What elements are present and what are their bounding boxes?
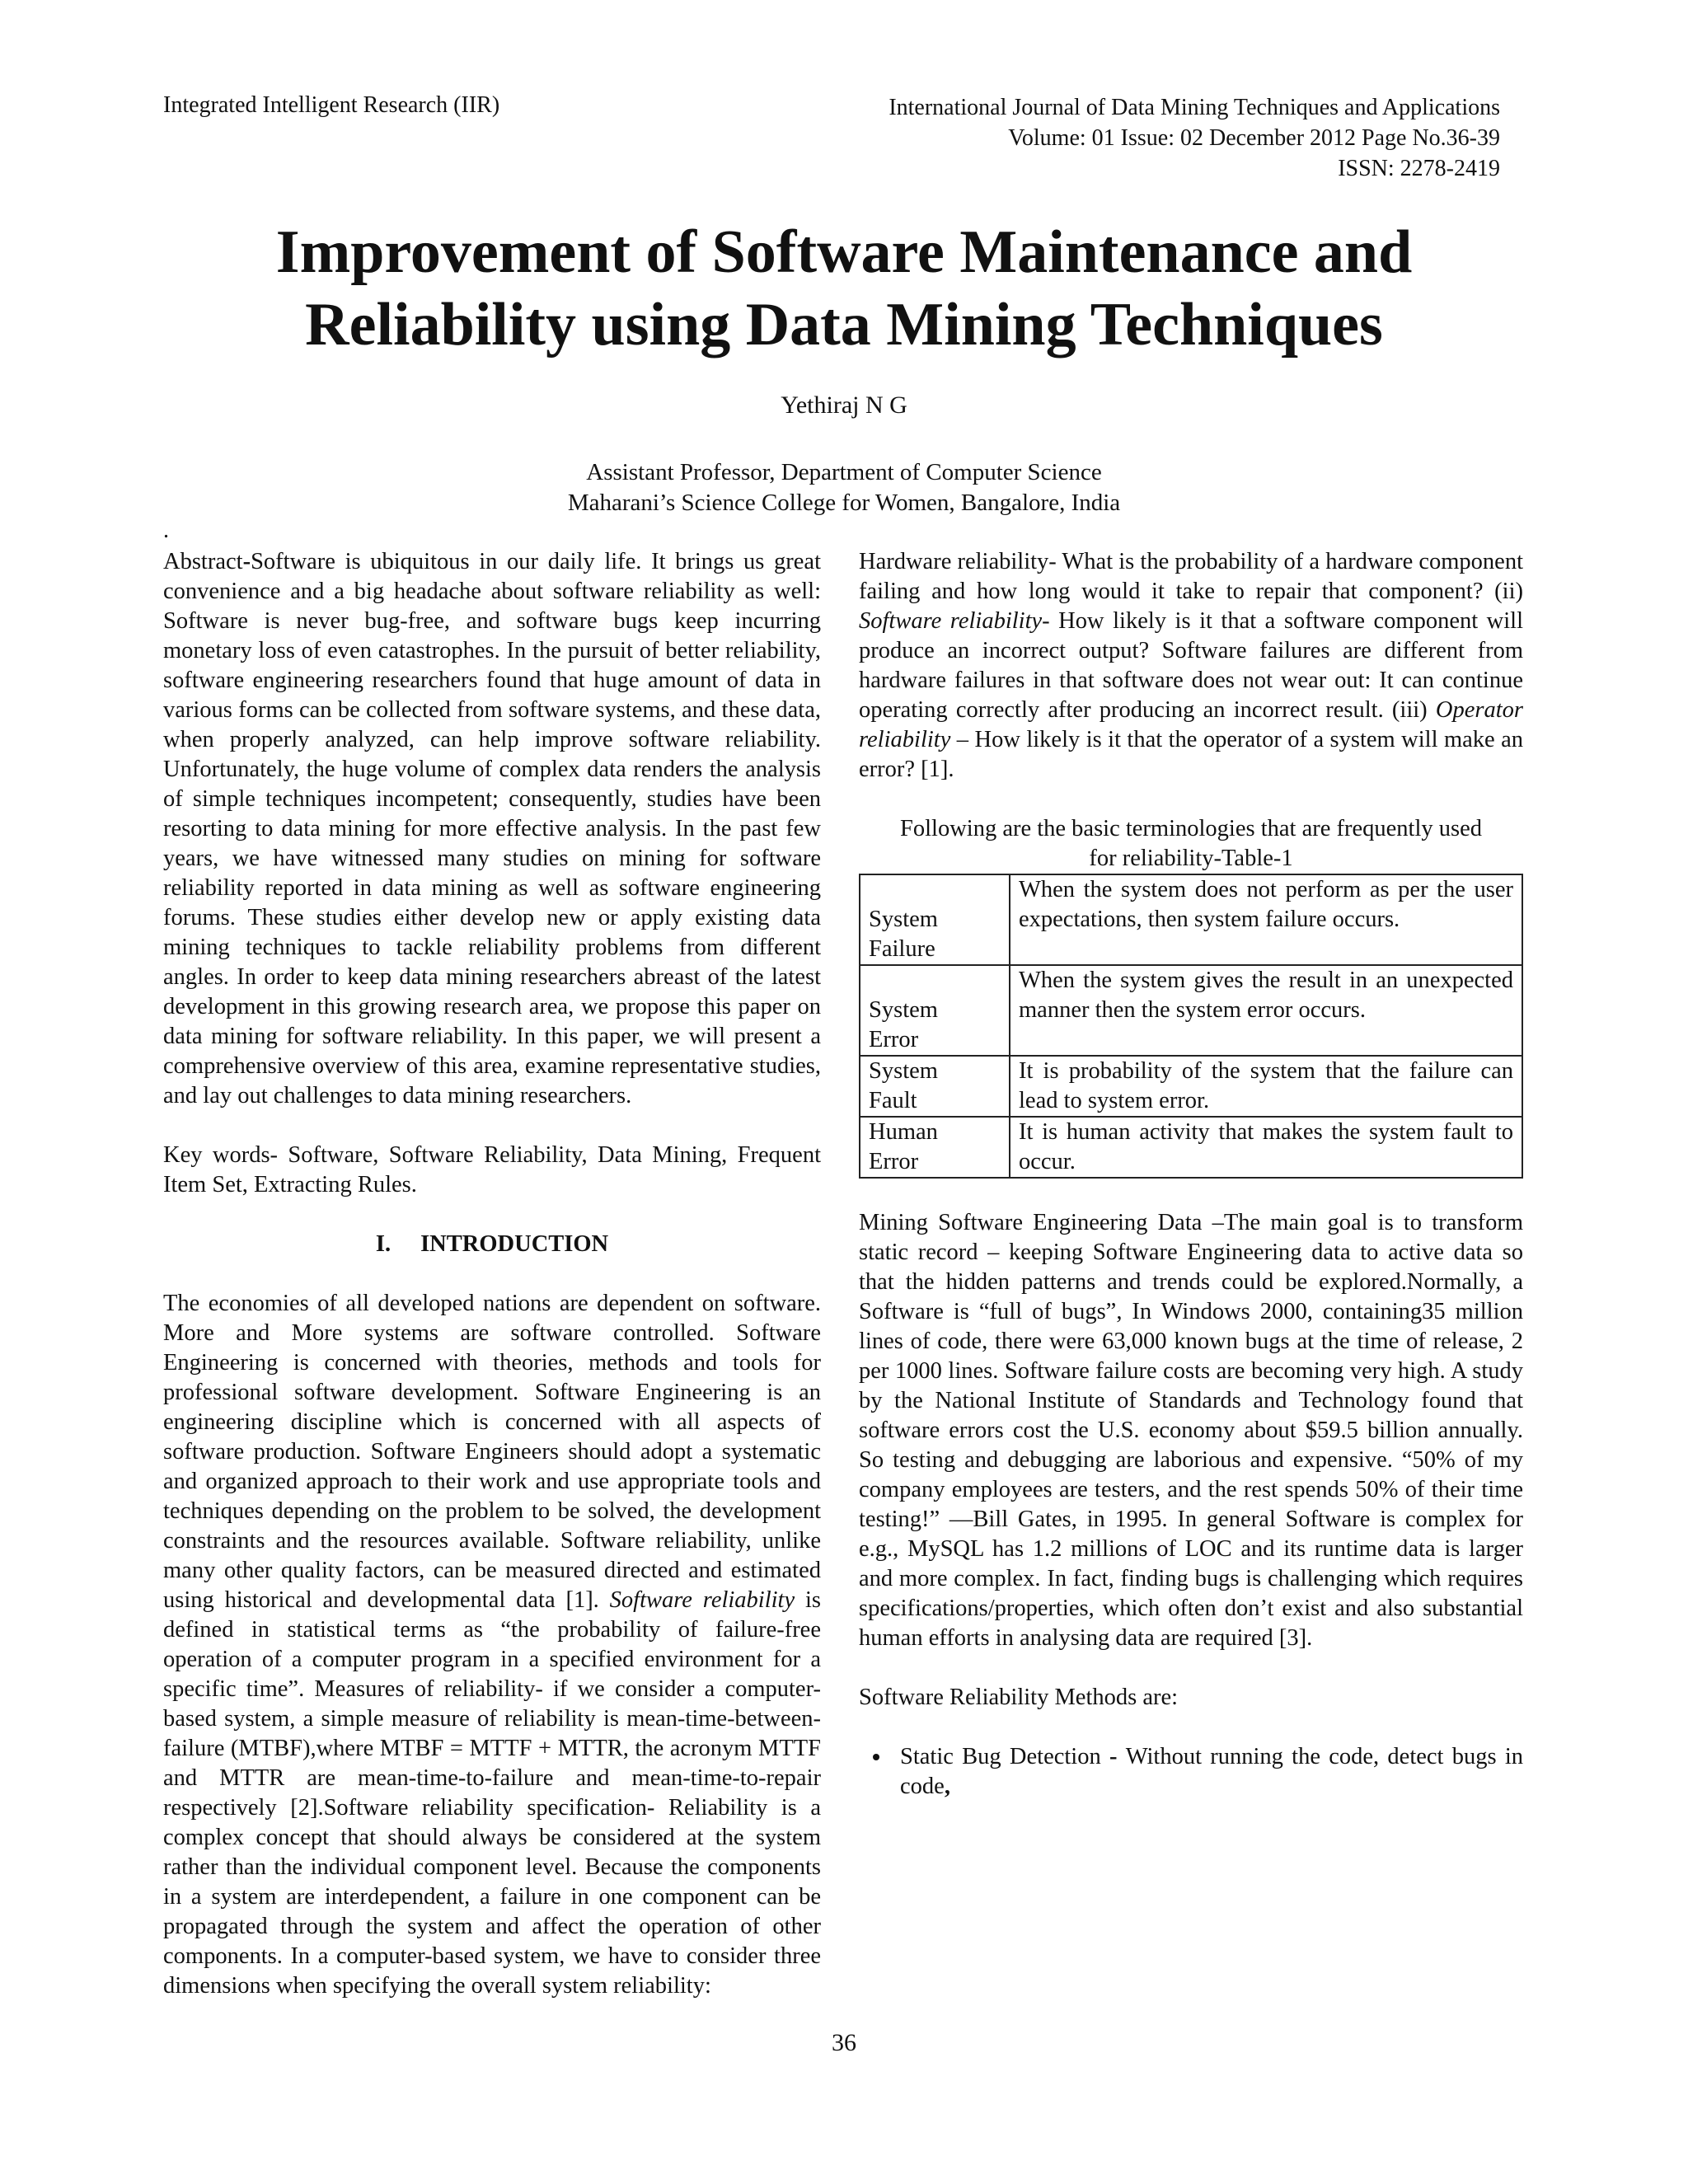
header-publisher: Integrated Intelligent Research (IIR) (163, 92, 500, 118)
section-title: INTRODUCTION (420, 1231, 609, 1257)
table-row (860, 874, 1522, 965)
term-word-1: System (869, 1058, 938, 1084)
table-cell-term (860, 1056, 1010, 1117)
page-number: 36 (832, 2029, 856, 2056)
section-number: I. (375, 1231, 392, 1257)
method-name: Static Bug Detection (900, 1744, 1101, 1769)
table-cell-term (860, 1117, 1010, 1178)
term-word-2: Failure (869, 936, 935, 962)
mining-paragraph: Mining Software Engineering Data –The main goal is to transform static record – keeping Software Engineering data to active data so that the hidden patterns and trends could be explored.Normally, a Software is “full of bugs”, In Windows 2000, containing35 million lines of code, there were 63,000 known bugs at the time of release, 2 per 1000 lines. Software failure costs are becoming very high. A study by the National Institute of Standards and Technology found that software errors cost the U.S. economy about $59.5 billion annually. So testing and debugging are laborious and expensive. “50% of my company employees are testers, and the rest spends 50% of their time testing!” —Bill Gates, in 1995. In general Software is complex for e.g., MySQL has 1.2 millions of LOC and its runtime data is larger and more complex. In fact, finding bugs is challenging which requires specifications/properties, which often don’t exist and also substantial human efforts in analysing data are required [3]. (859, 1210, 1523, 1651)
introduction-paragraph (163, 1289, 821, 2001)
method-description: Without running the code, detect bugs in code (900, 1744, 1523, 1799)
affiliation-line-1: Assistant Professor, Department of Computer Science (586, 459, 1102, 485)
intro-text-part-1: The economies of all developed nations are dependent on software. More and More systems are software controlled. Software Engineering is concerned with theories, methods and tools for professional software development. Software Engineering is an engineering discipline which is concerned with all aspects of software production. Software Engineers should adopt a systematic and organized approach to their work and use appropriate tools and techniques depending on the problem to be solved, the development constraints and the resources available. Software reliability, unlike many other quality factors, can be measured directed and estimated using historical and developmental data [1]. (163, 1291, 821, 1613)
hardware-reliability-text: Hardware reliability- What is the probability of a hardware component failing and how long would it take to repair that component? (ii) (859, 549, 1523, 604)
methods-intro: Software Reliability Methods are: (859, 1685, 1179, 1710)
abstract-label: Abstract (163, 549, 243, 574)
table-caption (859, 814, 1523, 874)
software-reliability-term: Software reliability (859, 608, 1043, 634)
term-word-2: Fault (869, 1088, 917, 1113)
method-separator: - (1100, 1744, 1126, 1769)
header-journal-info (889, 92, 1500, 184)
header-journal-name: International Journal of Data Mining Techniques and Applications (889, 95, 1500, 120)
intro-term-software-reliability: Software reliability (609, 1587, 795, 1613)
abstract-paragraph (163, 547, 821, 1111)
methods-list (859, 1742, 1523, 1802)
software-reliability-text: - How likely is it that a software component will produce an incorrect output? Software failures are different from hardware failures in that software does not wear out: It can continue operating correctly after producing an incorrect result. (iii) (859, 608, 1524, 723)
table-cell-definition: When the system does not perform as per the user expectations, then system failure occurs. (1010, 874, 1522, 965)
reliability-dimensions-paragraph (859, 547, 1523, 785)
table-cell-definition: When the system gives the result in an unexpected manner then the system error occurs. (1010, 965, 1522, 1056)
term-word-2: Error (869, 1149, 919, 1174)
method-tail: , (944, 1774, 950, 1799)
keywords: Key words- Software, Software Reliability, Data Mining, Frequent Item Set, Extracting Rules. (163, 1142, 821, 1197)
stray-dot: . (163, 518, 169, 543)
intro-text-part-2: is defined in statistical terms as “the probability of failure-free operation of a computer program in a specified environment for a specific time”. Measures of reliability- if we consider a computer-based system, a simple measure of reliability is mean-time-between-failure (MTBF),where MTBF = MTTF + MTTR, the acronym MTTF and MTTR are mean-time-to-failure and mean-time-to-repair respectively [2].Software reliability specification- Reliability is a complex concept that should always be considered at the system rather than the individual component level. Because the components in a system are interdependent, a failure in one component can be propagated through the system and affect the operation of other components. In a computer-based system, we have to consider three dimensions when specifying the overall system reliability: (163, 1587, 821, 1999)
term-word-1: System (869, 997, 938, 1023)
abstract-dash: - (242, 549, 251, 574)
table-cell-term (860, 874, 1010, 965)
title-line-2: Reliability using Data Mining Techniques (305, 291, 1383, 359)
affiliation-line-2: Maharani’s Science College for Women, Bangalore, India (567, 490, 1121, 516)
author-name: Yethiraj N G (781, 391, 907, 419)
abstract-text: Software is ubiquitous in our daily life. It brings us great convenience and a big headache about software reliability as well: Software is never bug-free, and software bugs keep incurring monetary loss of even catastrophes. In the pursuit of better reliability, software engineering researchers found that huge amount of data in various forms can be collected from software systems, and these data, when properly analyzed, can help improve software reliability. Unfortunately, the huge volume of complex data renders the analysis of simple techniques incompetent; consequently, studies have been resorting to data mining for more effective analysis. In the past few years, we have witnessed many studies on mining for software reliability reported in data mining as well as software engineering forums. These studies either develop new or apply existing data mining techniques to tackle reliability problems from different angles. In order to keep data mining researchers abreast of the latest development in this growing research area, we propose this paper on data mining for software reliability. In this paper, we will present a comprehensive overview of this area, examine representative studies, and lay out challenges to data mining researchers. (163, 549, 821, 1108)
term-word-1: System (869, 907, 938, 932)
header-issn: ISSN: 2278-2419 (1338, 156, 1500, 181)
header-volume-issue: Volume: 01 Issue: 02 December 2012 Page No.36-39 (1008, 125, 1500, 151)
table-cell-definition: It is probability of the system that the failure can lead to system error. (1010, 1056, 1522, 1117)
table-caption-line-2: for reliability-Table-1 (1089, 846, 1293, 871)
table-caption-line-1: Following are the basic terminologies that are frequently used (900, 816, 1482, 841)
table-row (860, 1117, 1522, 1178)
list-item (892, 1742, 1523, 1802)
reliability-terminology-table (859, 874, 1523, 1179)
paper-title (0, 216, 1688, 361)
table-row (860, 965, 1522, 1056)
operator-reliability-term: Operator reliability – (859, 697, 1523, 752)
table-cell-definition: It is human activity that makes the system fault to occur. (1010, 1117, 1522, 1178)
section-heading-introduction (163, 1230, 821, 1259)
term-word-1: Human (869, 1119, 938, 1145)
left-column (163, 547, 821, 2001)
table-row (860, 1056, 1522, 1117)
affiliation (0, 457, 1688, 518)
term-word-2: Error (869, 1027, 919, 1052)
title-line-1: Improvement of Software Maintenance and (275, 218, 1413, 286)
right-column (859, 547, 1523, 1802)
operator-reliability-text: How likely is it that the operator of a system will make an error? [1]. (859, 727, 1524, 782)
table-cell-term (860, 965, 1010, 1056)
